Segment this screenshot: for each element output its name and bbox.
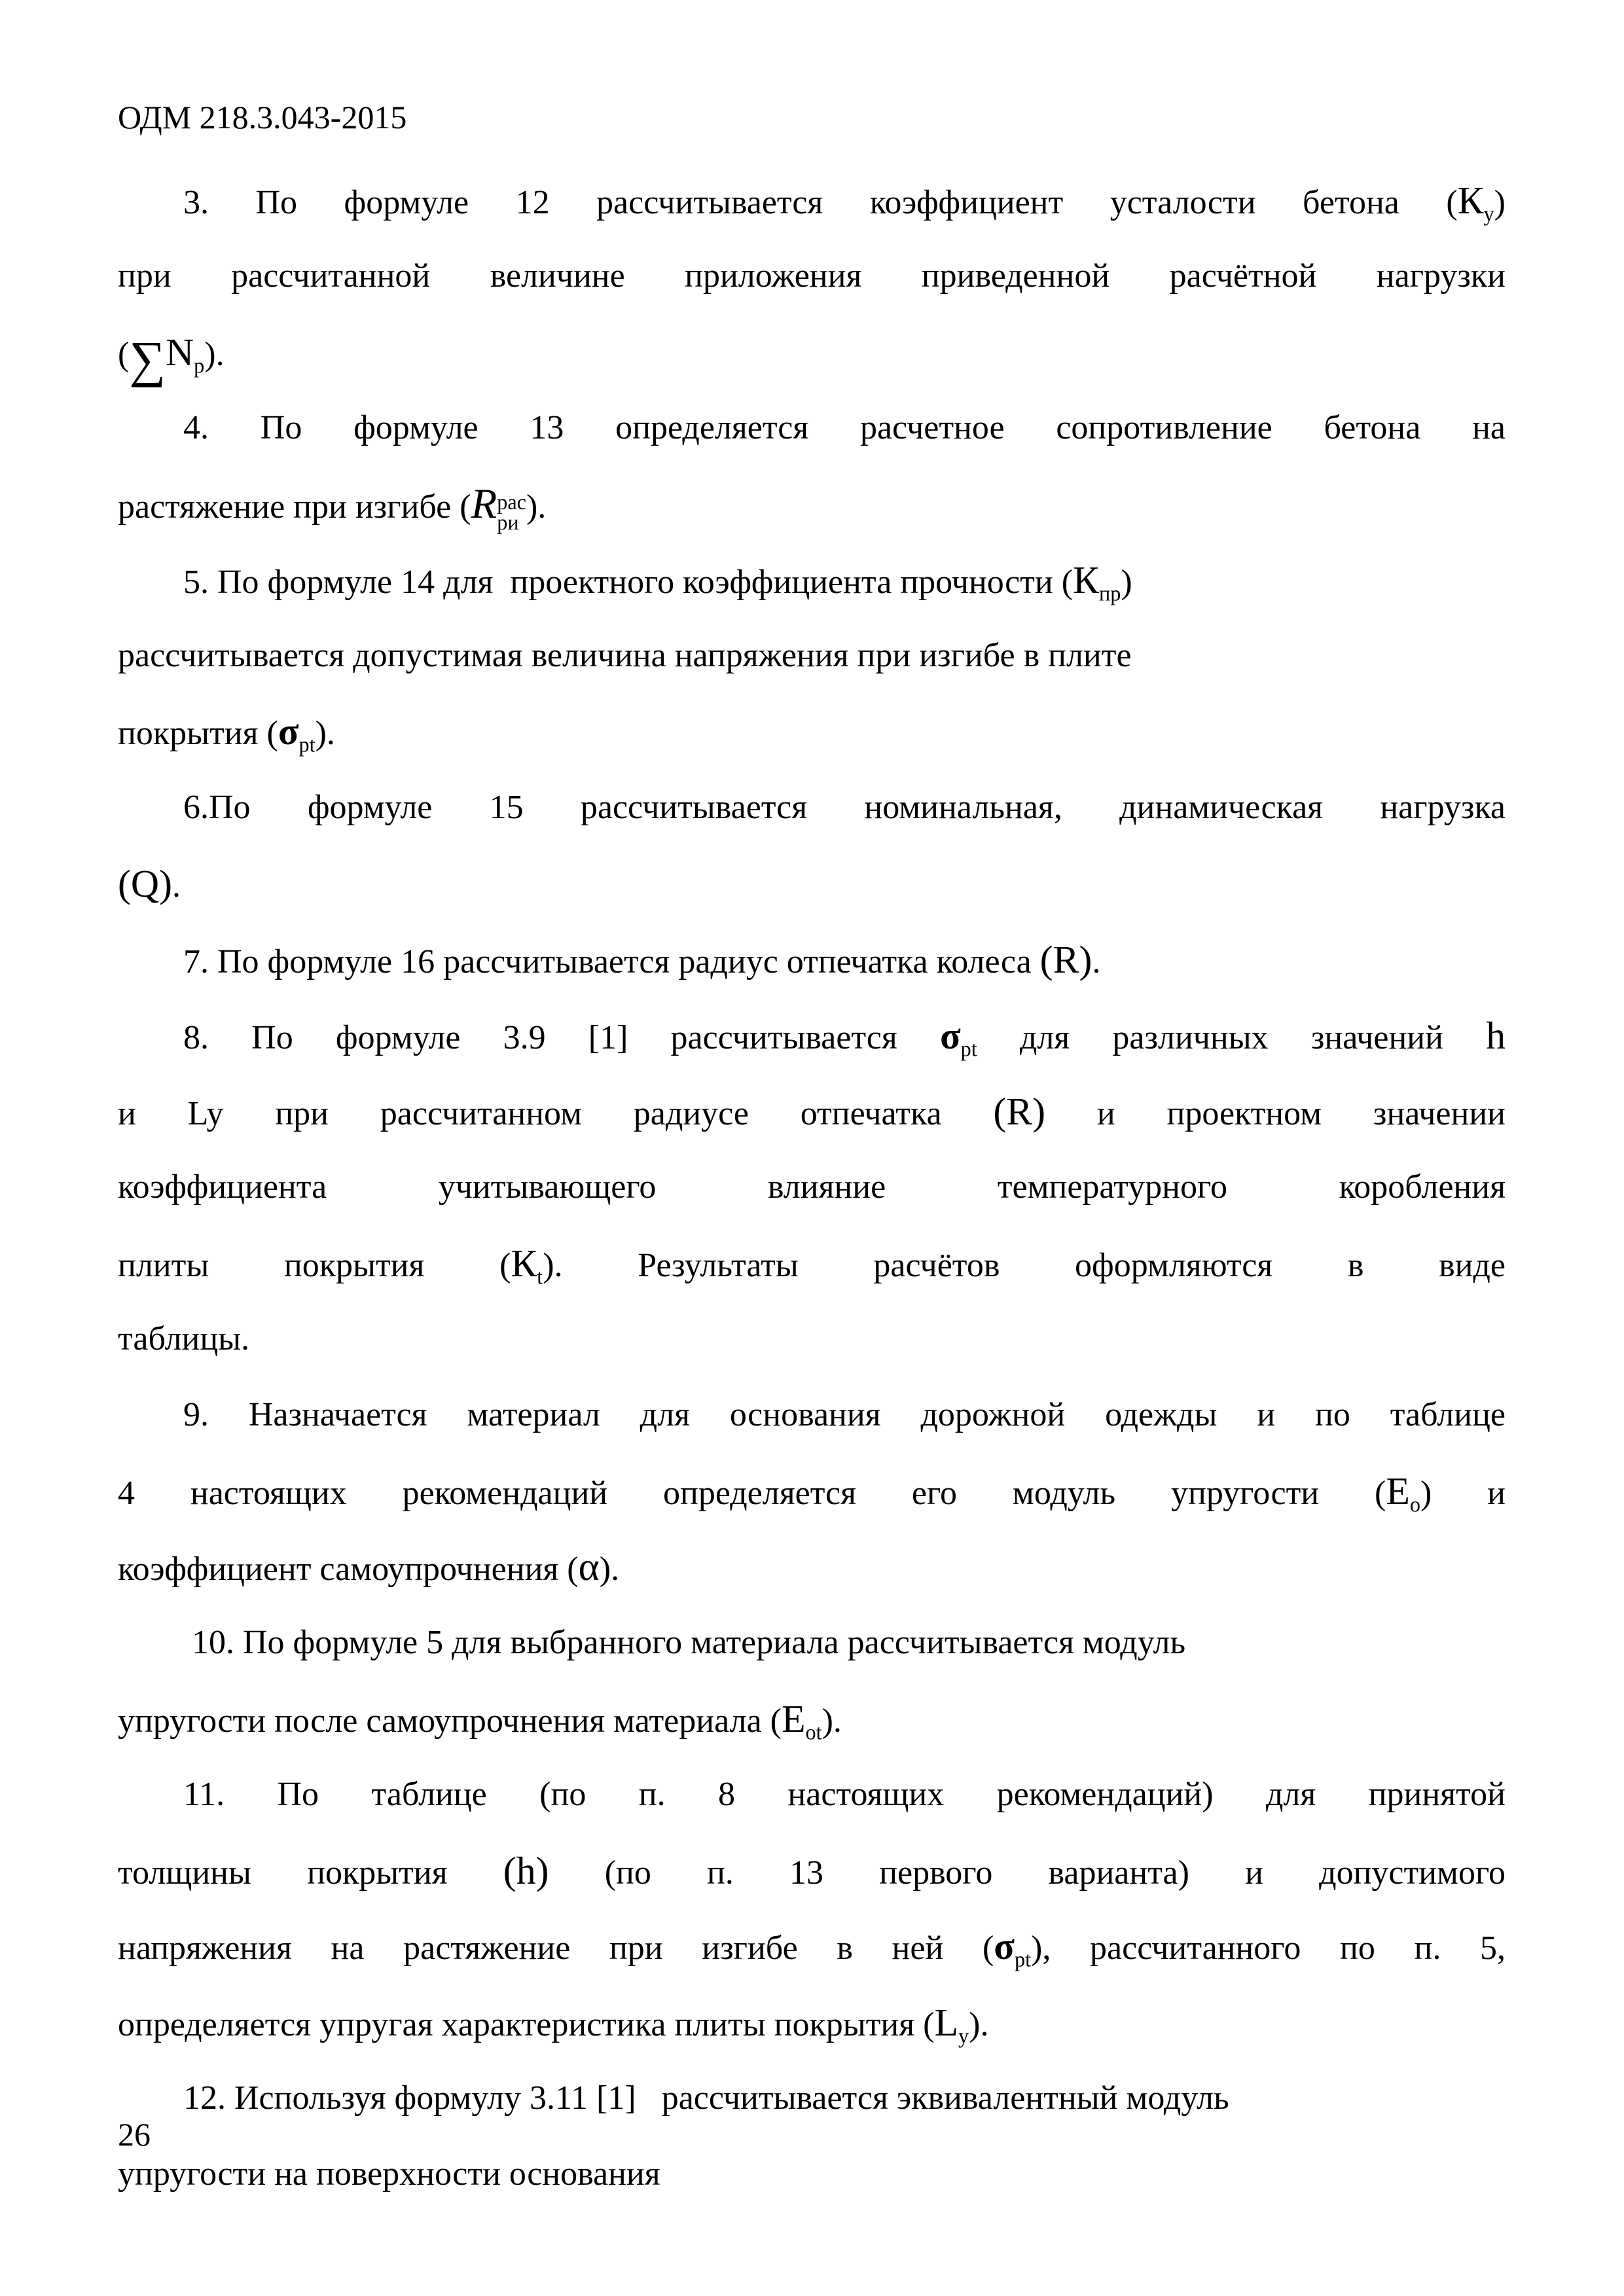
text-run: рассчитывается допустимая величина напряжения при изгибе в плите xyxy=(118,637,1132,674)
text-run: 4 настоящих рекомендаций определяется его модуль упругости ( xyxy=(118,1475,1386,1512)
symbol-Q: (Q) xyxy=(118,862,173,905)
text-run: 4. По формуле 13 определяется расчетное сопротивление бетона на xyxy=(183,409,1506,446)
paragraph xyxy=(118,1757,1506,2060)
text-line xyxy=(118,1681,1506,1757)
text-line xyxy=(118,1529,1506,1605)
text-run: при рассчитанной величине приложения приведенной расчётной нагрузки xyxy=(118,257,1506,295)
symbol-R: (R) xyxy=(1039,938,1092,981)
text-line xyxy=(118,618,1506,694)
symbol-sigma: σ xyxy=(278,710,299,753)
text-run: ). xyxy=(599,1551,620,1588)
formula-sup-sub: рас ри xyxy=(497,490,526,534)
paragraph xyxy=(118,1605,1506,1757)
text-run: . xyxy=(172,867,181,905)
subscript: ot xyxy=(805,1720,822,1744)
text-line xyxy=(118,770,1506,846)
text-run: 5. По формуле 14 для проектного коэффициента прочности ( xyxy=(183,564,1074,601)
text-run: 12. Используя формулу 3.11 [1] рассчитывается эквивалентный модуль xyxy=(183,2079,1229,2117)
symbol-K: К xyxy=(1073,558,1099,601)
text-run: 11. По таблице (по п. 8 настоящих рекомендаций) для принятой xyxy=(183,1776,1506,1813)
text-line xyxy=(118,922,1506,997)
text-run: ). xyxy=(969,2006,989,2043)
text-run: ) xyxy=(1494,184,1506,221)
text-line xyxy=(118,1149,1506,1225)
symbol-N: N xyxy=(165,331,194,374)
summation-symbol: ∑ xyxy=(129,331,166,388)
symbol-h: h xyxy=(1486,1014,1506,1057)
document-header: ОДМ 218.3.043-2015 xyxy=(118,99,407,135)
text-line xyxy=(118,1073,1506,1149)
text-run: и проектном значении xyxy=(1045,1095,1506,1132)
text-line xyxy=(118,466,1506,542)
text-run: таблицы. xyxy=(118,1320,250,1357)
text-run: и Ly при рассчитанном радиусе отпечатка xyxy=(118,1095,994,1132)
text-line xyxy=(118,1225,1506,1301)
text-run: ). xyxy=(526,488,547,526)
text-run: определяется упругая характеристика плиты покрытия ( xyxy=(118,2006,935,2043)
paragraph xyxy=(118,542,1506,770)
symbol-alpha: α xyxy=(578,1545,600,1589)
text-line xyxy=(118,238,1506,314)
text-run: 9. Назначается материал для основания дорожной одежды и по таблице xyxy=(183,1396,1506,1433)
text-run: плиты покрытия ( xyxy=(118,1247,511,1284)
subscript: t xyxy=(537,1265,543,1289)
paragraph xyxy=(118,997,1506,1377)
text-run: 10. По формуле 5 для выбранного материала рассчитывается модуль xyxy=(183,1624,1186,1661)
symbol-L: L xyxy=(934,2001,959,2044)
text-run: (по п. 13 первого варианта) и допустимого xyxy=(549,1854,1506,1892)
text-run: ). xyxy=(204,336,225,373)
subscript: pt xyxy=(1014,1947,1032,1971)
document-body xyxy=(118,162,1506,2212)
text-run: растяжение при изгибе ( xyxy=(118,488,471,526)
subscript: пр xyxy=(1098,581,1121,605)
symbol-R: (R) xyxy=(993,1090,1046,1133)
subscript: p xyxy=(194,353,205,378)
paragraph xyxy=(118,922,1506,997)
text-run: 7. По формуле 16 рассчитывается радиус отпечатка колеса xyxy=(183,943,1040,980)
subscript: у xyxy=(1483,202,1494,226)
paragraph xyxy=(118,1377,1506,1605)
text-line xyxy=(118,542,1506,618)
text-run: ). Результаты расчётов оформляются в виде xyxy=(543,1247,1506,1284)
text-run: ) xyxy=(1121,564,1132,601)
symbol-E: Е xyxy=(781,1697,806,1740)
text-line xyxy=(118,846,1506,922)
text-run: ). xyxy=(821,1702,842,1740)
text-line xyxy=(118,997,1506,1073)
text-line xyxy=(118,694,1506,770)
subscript: у xyxy=(958,2024,969,2048)
text-line xyxy=(118,1984,1506,2060)
page-number: 26 xyxy=(118,2116,151,2153)
text-run: для различных значений xyxy=(977,1019,1487,1056)
text-line xyxy=(118,314,1506,390)
text-run: ). xyxy=(315,715,335,752)
text-run: коэффициент самоупрочнения ( xyxy=(118,1551,579,1588)
symbol-K: К xyxy=(511,1242,537,1285)
text-line xyxy=(118,2060,1506,2136)
text-line xyxy=(118,1833,1506,1909)
text-run: . xyxy=(1092,943,1101,980)
text-line xyxy=(118,1909,1506,1984)
symbol-R-italic: R xyxy=(471,480,497,528)
text-line xyxy=(118,1301,1506,1377)
text-run: ( xyxy=(118,336,130,373)
symbol-h: (h) xyxy=(503,1849,549,1892)
paragraph xyxy=(118,770,1506,922)
symbol-sigma: σ xyxy=(939,1014,961,1057)
symbol-E: Е xyxy=(1386,1469,1410,1513)
text-run: 8. По формуле 3.9 [1] рассчитывается xyxy=(183,1019,940,1056)
text-run: упругости после самоупрочнения материала ( xyxy=(118,1702,782,1740)
text-run: 3. По формуле 12 рассчитывается коэффициент усталости бетона ( xyxy=(183,184,1458,221)
text-line xyxy=(118,1453,1506,1529)
subscript: pt xyxy=(960,1037,977,1061)
text-run: покрытия ( xyxy=(118,715,278,752)
text-run: напряжения на растяжение при изгибе в ней ( xyxy=(118,1929,994,1967)
paragraph xyxy=(118,162,1506,390)
text-run: коэффициента учитывающего влияние температурного коробления xyxy=(118,1168,1506,1206)
text-line xyxy=(118,1757,1506,1833)
text-line xyxy=(118,1605,1506,1681)
text-run: ), рассчитанного по п. 5, xyxy=(1031,1929,1506,1967)
text-run: 6.По формуле 15 рассчитывается номинальная, динамическая нагрузка xyxy=(183,789,1506,826)
paragraph xyxy=(118,2060,1506,2212)
paragraph xyxy=(118,390,1506,542)
text-line xyxy=(118,162,1506,238)
symbol-sigma: σ xyxy=(994,1925,1015,1967)
text-line xyxy=(118,2136,1506,2212)
text-line xyxy=(118,390,1506,466)
text-run: ) и xyxy=(1420,1475,1506,1512)
symbol-K: К xyxy=(1457,179,1484,222)
text-run: толщины покрытия xyxy=(118,1854,503,1892)
text-line xyxy=(118,1377,1506,1453)
subscript: pt xyxy=(298,732,316,757)
text-run: упругости на поверхности основания xyxy=(118,2155,660,2193)
subscript: о xyxy=(1409,1492,1420,1516)
